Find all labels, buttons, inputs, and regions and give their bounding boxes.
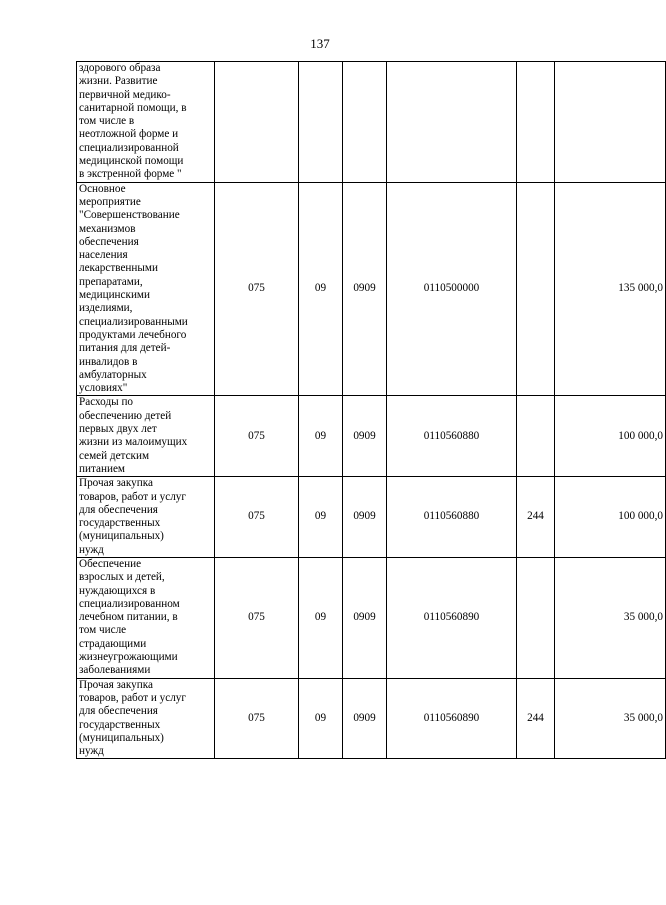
subsection-code: 0909 <box>343 396 387 477</box>
subsection-code: 0909 <box>343 182 387 396</box>
amount: 35 000,0 <box>555 557 666 678</box>
subsection-code: 0909 <box>343 557 387 678</box>
section-code: 09 <box>299 678 343 759</box>
subsection-code: 0909 <box>343 477 387 558</box>
row-description: здорового образа жизни. Развитие первичной медико- санитарной помощи, в том числе в неотложной форме и специализированной медицинской помощи в экстренной форме " <box>77 62 215 183</box>
table-row <box>77 62 666 183</box>
ministry-code: 075 <box>215 678 299 759</box>
ministry-code: 075 <box>215 182 299 396</box>
table-row <box>77 477 666 558</box>
table-row <box>77 182 666 396</box>
target-article-code: 0110560890 <box>387 557 517 678</box>
ministry-code <box>215 62 299 183</box>
expense-type-code: 244 <box>517 477 555 558</box>
row-description: Прочая закупка товаров, работ и услуг для обеспечения государственных (муниципальных) нужд <box>77 678 215 759</box>
table-row <box>77 396 666 477</box>
ministry-code: 075 <box>215 396 299 477</box>
expense-type-code: 244 <box>517 678 555 759</box>
amount <box>555 62 666 183</box>
page-number: 137 <box>310 36 330 51</box>
row-description: Расходы по обеспечению детей первых двух лет жизни из малоимущих семей детским питанием <box>77 396 215 477</box>
ministry-code: 075 <box>215 477 299 558</box>
row-description: Основное мероприятие "Совершенствование механизмов обеспечения населения лекарственными препаратами, медицинскими изделиями, специализированными продуктами лечебного питания для детей- инвалидов в амбулаторных условиях" <box>77 182 215 396</box>
amount: 35 000,0 <box>555 678 666 759</box>
row-description: Обеспечение взрослых и детей, нуждающихся в специализированном лечебном питании, в том числе страдающими жизнеугрожающими заболеваниями <box>77 557 215 678</box>
expense-type-code <box>517 396 555 477</box>
expense-type-code <box>517 182 555 396</box>
ministry-code: 075 <box>215 557 299 678</box>
row-description: Прочая закупка товаров, работ и услуг для обеспечения государственных (муниципальных) нужд <box>77 477 215 558</box>
subsection-code: 0909 <box>343 678 387 759</box>
target-article-code: 0110500000 <box>387 182 517 396</box>
expense-type-code <box>517 62 555 183</box>
target-article-code: 0110560880 <box>387 396 517 477</box>
expense-type-code <box>517 557 555 678</box>
section-code: 09 <box>299 182 343 396</box>
amount: 135 000,0 <box>555 182 666 396</box>
section-code <box>299 62 343 183</box>
target-article-code: 0110560890 <box>387 678 517 759</box>
section-code: 09 <box>299 477 343 558</box>
table-row <box>77 678 666 759</box>
table-row <box>77 557 666 678</box>
subsection-code <box>343 62 387 183</box>
amount: 100 000,0 <box>555 396 666 477</box>
amount: 100 000,0 <box>555 477 666 558</box>
section-code: 09 <box>299 396 343 477</box>
budget-table <box>76 61 666 759</box>
target-article-code <box>387 62 517 183</box>
section-code: 09 <box>299 557 343 678</box>
target-article-code: 0110560880 <box>387 477 517 558</box>
